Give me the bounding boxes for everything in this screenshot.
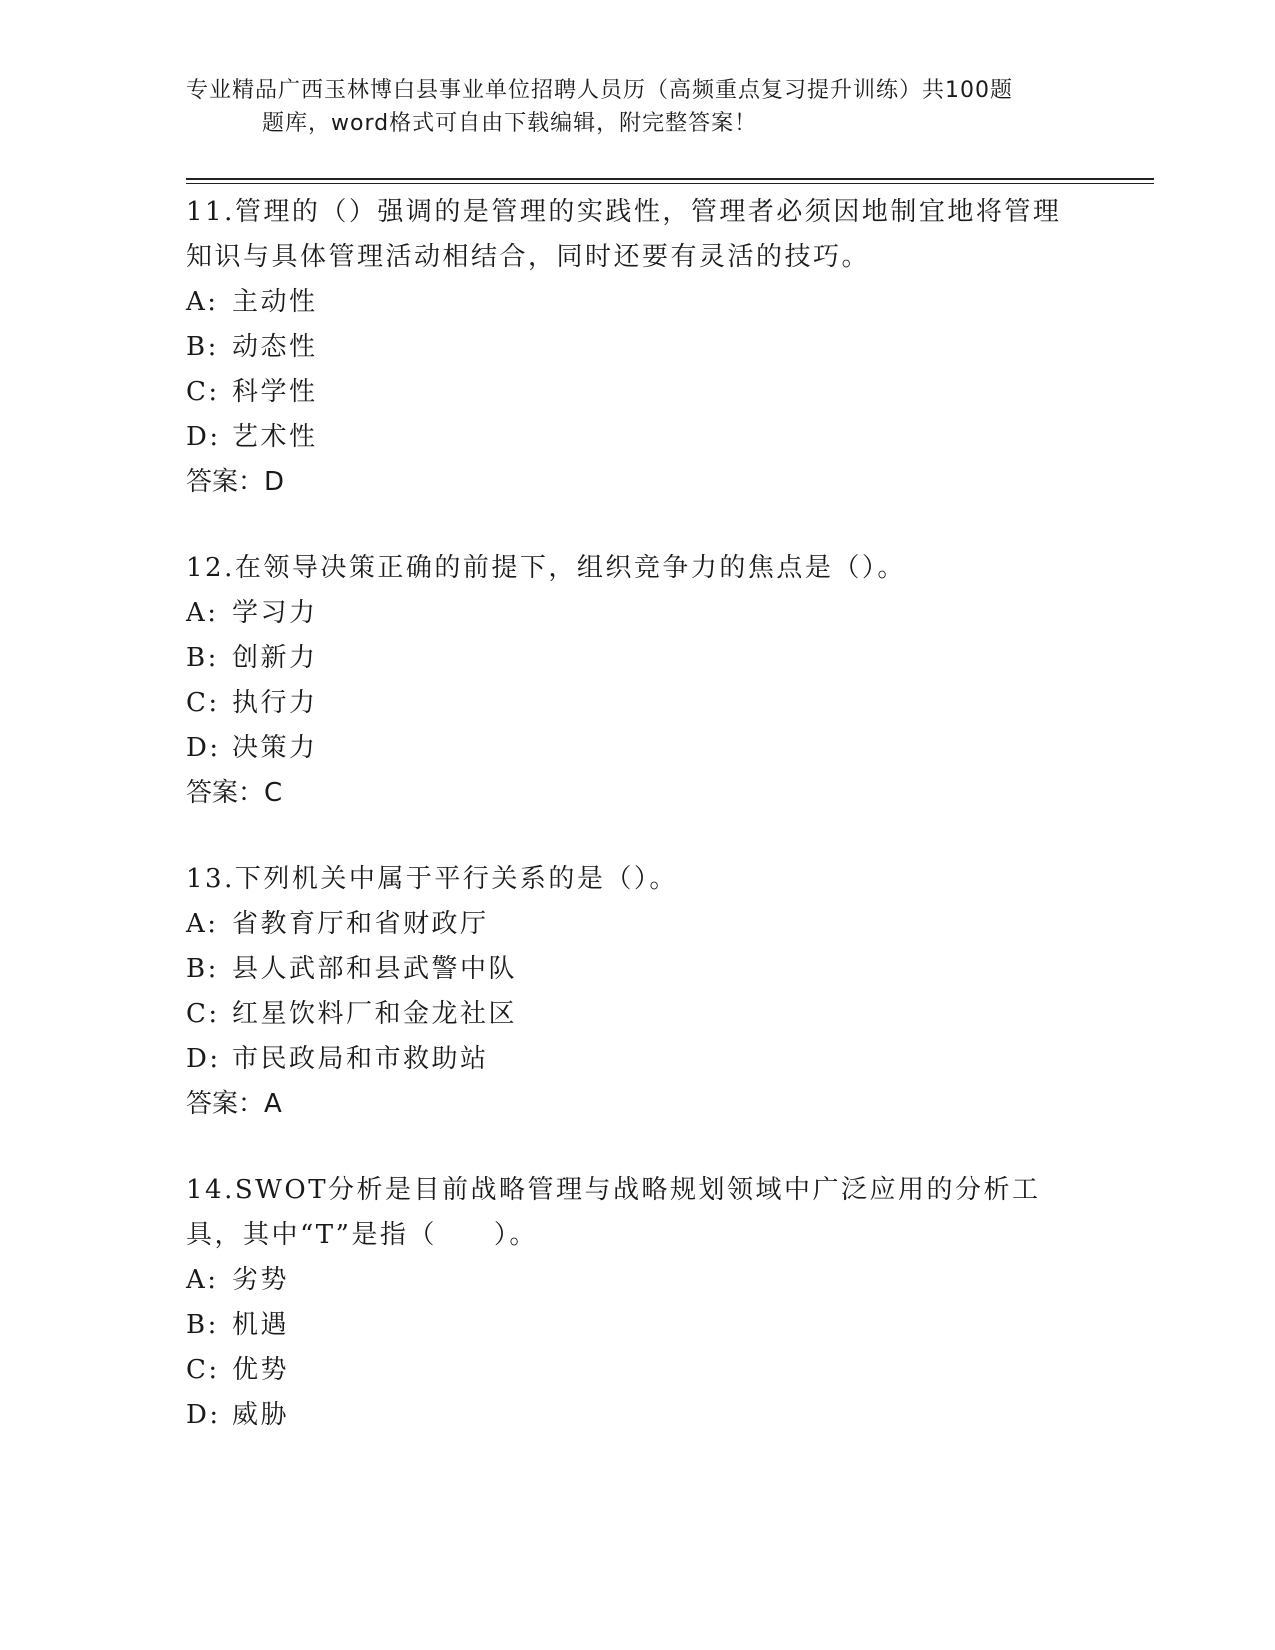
option-text: 县人武部和县武警中队	[232, 954, 518, 984]
answer-line: 答案：D	[186, 467, 285, 497]
header-divider-thin	[186, 183, 1154, 184]
option-letter: D:	[186, 1044, 221, 1074]
option-c	[186, 1348, 1146, 1393]
option-text: 优势	[232, 1355, 290, 1385]
option-letter: D:	[186, 733, 221, 763]
option-letter: D:	[186, 422, 221, 452]
question-stem: 14.SWOT分析是目前战略管理与战略规划领域中广泛应用的分析工具，其中“T”是指（ ）。	[186, 1175, 1041, 1250]
header-title-line-1: 专业精品广西玉林博白县事业单位招聘人员历（高频重点复习提升训练）共100题	[186, 78, 1013, 103]
question-14	[186, 1168, 1146, 1438]
answer-line: 答案：A	[186, 1089, 282, 1119]
option-c	[186, 992, 1146, 1037]
option-d	[186, 415, 1146, 460]
option-letter: C:	[186, 1355, 220, 1385]
option-text: 决策力	[232, 733, 318, 763]
option-text: 学习力	[232, 598, 318, 628]
option-b	[186, 1303, 1146, 1348]
option-a	[186, 902, 1146, 947]
option-a	[186, 1258, 1146, 1303]
option-text: 红星饮料厂和金龙社区	[232, 999, 518, 1029]
option-letter: A:	[186, 1265, 219, 1295]
option-text: 艺术性	[232, 422, 318, 452]
question-13	[186, 857, 1146, 1127]
option-a	[186, 591, 1146, 636]
question-stem: 11.管理的（）强调的是管理的实践性，管理者必须因地制宜地将管理知识与具体管理活动相结合，同时还要有灵活的技巧。	[186, 197, 1062, 272]
option-d	[186, 1393, 1146, 1438]
option-text: 机遇	[232, 1310, 290, 1340]
option-letter: B:	[186, 1310, 219, 1340]
option-text: 劣势	[232, 1265, 290, 1295]
option-b	[186, 947, 1146, 992]
option-letter: C:	[186, 377, 220, 407]
option-letter: A:	[186, 909, 219, 939]
option-c	[186, 370, 1146, 415]
option-letter: B:	[186, 643, 219, 673]
question-stem: 13.下列机关中属于平行关系的是（）。	[186, 864, 678, 894]
option-c	[186, 681, 1146, 726]
question-12	[186, 546, 1146, 816]
question-11	[186, 190, 1146, 505]
option-letter: B:	[186, 954, 219, 984]
option-text: 创新力	[232, 643, 318, 673]
header-divider-thick	[186, 178, 1154, 180]
option-text: 省教育厅和省财政厅	[232, 909, 489, 939]
answer-line: 答案：C	[186, 778, 283, 808]
option-text: 执行力	[232, 688, 318, 718]
header-title-line-2: 题库，word格式可自由下载编辑，附完整答案！	[262, 111, 758, 136]
option-text: 威胁	[232, 1400, 290, 1430]
option-letter: A:	[186, 598, 219, 628]
question-list	[186, 190, 1146, 1479]
option-letter: C:	[186, 688, 220, 718]
option-text: 动态性	[232, 332, 318, 362]
option-letter: B:	[186, 332, 219, 362]
option-text: 科学性	[232, 377, 318, 407]
option-letter: A:	[186, 287, 219, 317]
option-letter: C:	[186, 999, 220, 1029]
document-header	[186, 74, 1086, 140]
option-a	[186, 280, 1146, 325]
option-letter: D:	[186, 1400, 221, 1430]
option-text: 主动性	[232, 287, 318, 317]
option-text: 市民政局和市救助站	[232, 1044, 489, 1074]
option-d	[186, 1037, 1146, 1082]
option-b	[186, 325, 1146, 370]
option-d	[186, 726, 1146, 771]
option-b	[186, 636, 1146, 681]
question-stem: 12.在领导决策正确的前提下，组织竞争力的焦点是（）。	[186, 553, 906, 583]
